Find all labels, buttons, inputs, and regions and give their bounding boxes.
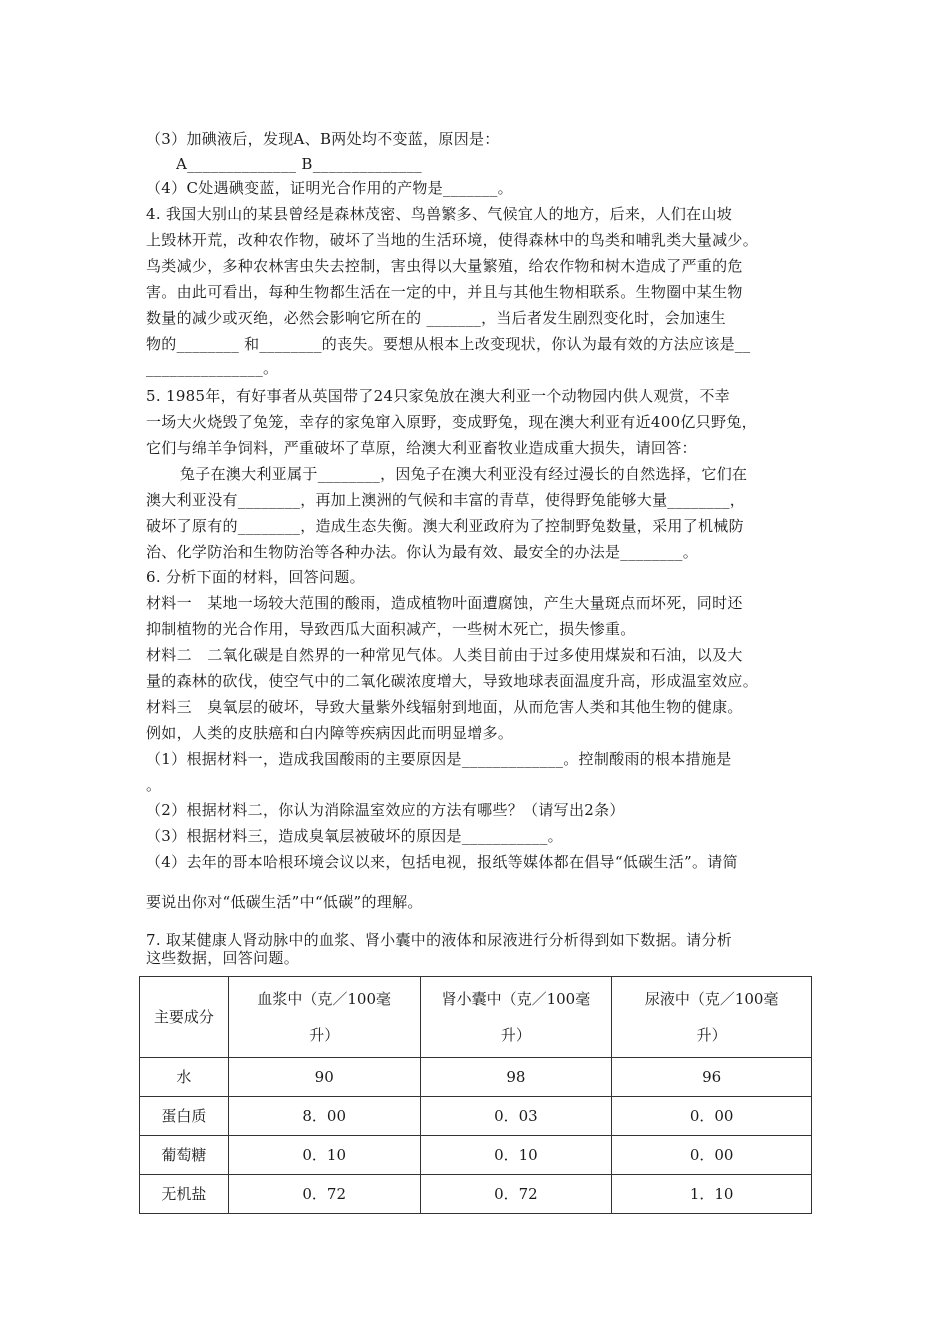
question-5-line-6: 破坏了原有的________，造成生态失衡。澳大利亚政府为了控制野兔数量，采用了机械防	[146, 517, 744, 535]
question-7-line-1: 7. 取某健康人肾动脉中的血浆、肾小囊中的液体和尿液进行分析得到如下数据。请分析	[146, 931, 733, 949]
q6-sub-4-line-1: （4）去年的哥本哈根环境会议以来，包括电视，报纸等媒体都在倡导“低碳生活”。请简	[146, 853, 738, 871]
material-3-line-2: 例如，人类的皮肤癌和白内障等疾病因此而明显增多。	[146, 724, 514, 742]
table-header-cell	[228, 977, 420, 1058]
material-1-line-1: 材料一 某地一场较大范围的酸雨，造成植物叶面遭腐蚀，产生大量斑点而坏死，同时还	[146, 594, 743, 612]
table-cell: 96	[612, 1058, 812, 1097]
q4-sub-text: （4）C处遇碘变蓝，证明光合作用的产物是_______。	[146, 179, 513, 197]
material-2-line-2: 量的森林的砍伐，使空气中的二氧化碳浓度增大，导致地球表面温度升高，形成温室效应。	[146, 672, 759, 690]
question-4-line-5: 数量的减少或灭绝，必然会影响它所在的 _______，当后者发生剧烈变化时，会加速生	[146, 309, 726, 327]
header-text: 升）	[500, 1026, 531, 1044]
table-cell: 0．10	[228, 1136, 420, 1175]
q6-sub-2: （2）根据材料二，你认为消除温室效应的方法有哪些？（请写出2条）	[146, 801, 625, 819]
table-header-cell	[420, 977, 612, 1058]
header-text: 升）	[309, 1026, 340, 1044]
question-5-line-1: 5. 1985年，有好事者从英国带了24只家兔放在澳大利亚一个动物园内供人观赏，不幸	[146, 387, 730, 405]
q3-answer-blanks: A______________ B______________	[176, 155, 422, 173]
table-row	[140, 1097, 812, 1136]
table-cell: 90	[228, 1058, 420, 1097]
question-5-line-5: 澳大利亚没有________，再加上澳洲的气候和丰富的青草，使得野兔能够大量________，	[146, 491, 746, 509]
header-text: 尿液中（克／100毫	[644, 990, 779, 1008]
table-cell: 蛋白质	[140, 1097, 229, 1136]
q6-sub-1: （1）根据材料一，造成我国酸雨的主要原因是_____________。控制酸雨的根本措施是	[146, 750, 732, 768]
question-4-line-2: 上毁林开荒，改种农作物，破坏了当地的生活环境，使得森林中的鸟类和哺乳类大量减少。	[146, 231, 759, 249]
header-text: 血浆中（克／100毫	[257, 990, 392, 1008]
question-5-line-3: 它们与绵羊争饲料，严重破坏了草原，给澳大利亚畜牧业造成重大损失，请回答：	[146, 439, 697, 457]
question-5-line-7: 治、化学防治和生物防治等各种办法。你认为最有效、最安全的办法是________。	[146, 543, 699, 561]
table-cell: 0．72	[420, 1175, 612, 1214]
question-4-line-4: 害。由此可看出，每种生物都生活在一定的中，并且与其他生物相联系。生物圈中某生物	[146, 283, 743, 301]
table-cell: 0．72	[228, 1175, 420, 1214]
table-cell: 1．10	[612, 1175, 812, 1214]
question-7-line-2: 这些数据，回答问题。	[146, 949, 300, 967]
material-1-line-2: 抑制植物的光合作用，导致西瓜大面积减产，一些树木死亡，损失惨重。	[146, 620, 636, 638]
table-header-row	[140, 977, 812, 1058]
header-text: 升）	[696, 1026, 727, 1044]
table-cell: 无机盐	[140, 1175, 229, 1214]
material-2-line-1: 材料二 二氧化碳是自然界的一种常见气体。人类目前由于过多使用煤炭和石油，以及大	[146, 646, 743, 664]
table-cell: 0．10	[420, 1136, 612, 1175]
table-row	[140, 1058, 812, 1097]
header-text: 肾小囊中（克／100毫	[441, 990, 591, 1008]
table-cell: 葡萄糖	[140, 1136, 229, 1175]
urine-composition-table	[139, 976, 812, 1214]
table-cell: 98	[420, 1058, 612, 1097]
q6-sub-1-end: 。	[146, 776, 162, 794]
question-5-line-4: 兔子在澳大利亚属于________，因兔子在澳大利亚没有经过漫长的自然选择，它们在	[180, 465, 748, 483]
table-cell: 8．00	[228, 1097, 420, 1136]
table-header-cell	[140, 977, 229, 1058]
q6-sub-3: （3）根据材料三，造成臭氧层被破坏的原因是___________。	[146, 827, 563, 845]
table-cell: 0．03	[420, 1097, 612, 1136]
q6-sub-4-line-2: 要说出你对“低碳生活”中“低碳”的理解。	[146, 893, 423, 911]
header-text: 主要成分	[153, 1008, 214, 1026]
table-row	[140, 1136, 812, 1175]
q3-text: （3）加碘液后，发现A、B两处均不变蓝，原因是：	[146, 130, 500, 148]
table-cell: 0．00	[612, 1097, 812, 1136]
question-4-line-3: 鸟类减少，多种农林害虫失去控制，害虫得以大量繁殖，给农作物和树木造成了严重的危	[146, 257, 743, 275]
question-4-line-6: 物的________ 和________的丧失。要想从根本上改变现状，你认为最有效的方法应该是__	[146, 335, 751, 353]
material-3-line-1: 材料三 臭氧层的破坏，导致大量紫外线辐射到地面，从而危害人类和其他生物的健康。	[146, 698, 743, 716]
table-cell: 0．00	[612, 1136, 812, 1175]
question-4-line-7: _______________。	[146, 359, 279, 377]
table-row	[140, 1175, 812, 1214]
question-6-title: 6. 分析下面的材料，回答问题。	[146, 568, 365, 586]
table-header-cell	[612, 977, 812, 1058]
table-cell: 水	[140, 1058, 229, 1097]
question-5-line-2: 一场大火烧毁了兔笼，幸存的家兔窜入原野，变成野兔，现在澳大利亚有近400亿只野兔，	[146, 413, 757, 431]
question-4-line-1: 4. 我国大别山的某县曾经是森林茂密、鸟兽繁多、气候宜人的地方，后来，人们在山坡	[146, 205, 733, 223]
